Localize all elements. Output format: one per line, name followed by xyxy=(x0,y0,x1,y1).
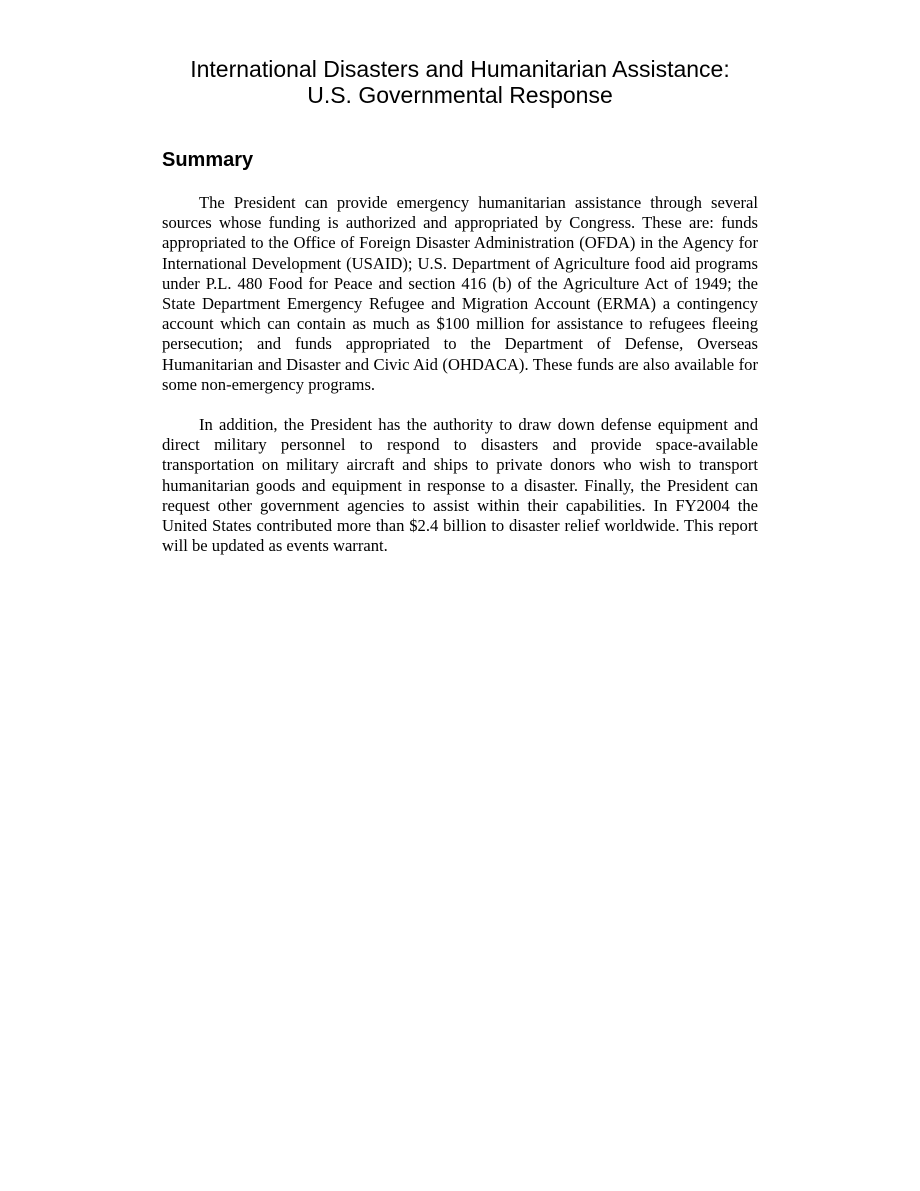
document-title xyxy=(0,56,920,108)
summary-heading: Summary xyxy=(162,149,254,171)
title-line-1: International Disasters and Humanitarian Assistance: xyxy=(190,56,730,82)
summary-paragraph-1: The President can provide emergency humanitarian assistance through several sources whose funding is authorized and appropriated by Congress. These are: funds appropriated to the Office of Foreign Disaster Administration (OFDA) in the Agency for International Development (USAID); U.S. Department of Agriculture food aid programs under P.L. 480 Food for Peace and section 416 (b) of the Agriculture Act of 1949; the State Department Emergency Refugee and Migration Account (ERMA) a contingency account which can contain as much as $100 million for assistance to refugees fleeing persecution; and funds appropriated to the Department of Defense, Overseas Humanitarian and Disaster and Civic Aid (OHDACA). These funds are also available for some non-emergency programs. xyxy=(162,193,758,394)
title-line-2: U.S. Governmental Response xyxy=(307,82,613,108)
summary-paragraph-2: In addition, the President has the authority to draw down defense equipment and direct military personnel to respond to disasters and provide space-available transportation on military aircraft and ships to private donors who wish to transport humanitarian goods and equipment in response to a disaster. Finally, the President can request other government agencies to assist within their capabilities. In FY2004 the United States contributed more than $2.4 billion to disaster relief worldwide. This report will be updated as events warrant. xyxy=(162,415,758,556)
